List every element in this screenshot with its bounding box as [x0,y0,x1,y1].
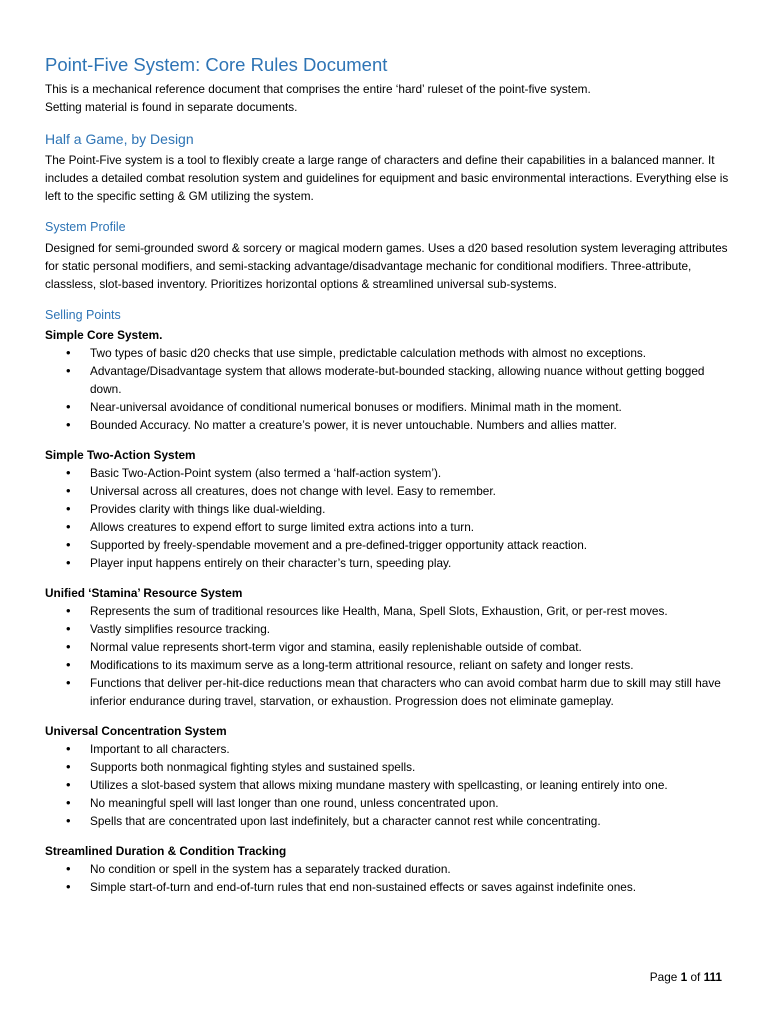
list-item: • Supported by freely-spendable movement and a pre-defined-trigger opportunity attack reaction. [45,536,730,554]
group-title: Unified ‘Stamina’ Resource System [45,585,243,600]
list-item: • Player input happens entirely on their character’s turn, speeding play. [45,554,730,572]
intro-line: This is a mechanical reference document that comprises the entire ‘hard’ ruleset of the point-five system. [45,82,591,97]
bullet-list [45,464,730,572]
bullet-list [45,344,730,434]
system-profile-body: Designed for semi-grounded sword & sorcery or magical modern games. Uses a d20 based resolution system leveraging attributes for static personal modifiers, and semi-stacking advantage/disadvantage mechanic for conditional modifiers. Three-attribute, classless, slot-based inventory. Prioritizes horizontal options & streamlined universal sub-systems. [45,240,728,291]
list-item: • Basic Two-Action-Point system (also termed a ‘half-action system’). [45,464,730,482]
list-item: • Provides clarity with things like dual-wielding. [45,500,730,518]
section-heading-selling-points: Selling Points [45,307,121,322]
list-item: • No condition or spell in the system has a separately tracked duration. [45,860,730,878]
section-heading-system-profile: System Profile [45,220,126,235]
list-item: • Important to all characters. [45,740,730,758]
list-item: • Spells that are concentrated upon last indefinitely, but a character cannot rest while concentrating. [45,812,730,830]
list-item: • Bounded Accuracy. No matter a creature’s power, it is never untouchable. Numbers and allies matter. [45,416,730,434]
list-item: • Supports both nonmagical fighting styles and sustained spells. [45,758,730,776]
group-title: Universal Concentration System [45,723,227,738]
intro-line: Setting material is found in separate documents. [45,100,298,115]
document-page [45,54,730,896]
bullet-list [45,860,730,896]
list-item: • Functions that deliver per-hit-dice reductions mean that characters who can avoid combat harm due to skill may still have inferior endurance during travel, starvation, or exhaustion. Progression does not eliminate gameplay. [45,674,730,710]
bullet-list [45,602,730,710]
group-title: Streamlined Duration & Condition Tracking [45,843,287,858]
half-a-game-body: The Point-Five system is a tool to flexibly create a large range of characters and define their capabilities in a balanced manner. It includes a detailed combat resolution system and guidelines for equipment and basic environmental interactions. Everything else is left to the specific setting & GM utilizing the system. [45,153,729,204]
list-item: • Allows creatures to expend effort to surge limited extra actions into a turn. [45,518,730,536]
list-item: • Normal value represents short-term vigor and stamina, easily replenishable outside of combat. [45,638,730,656]
page-of: of [690,970,701,984]
page-title: Point-Five System: Core Rules Document [45,54,388,75]
list-item: • Simple start-of-turn and end-of-turn rules that end non-sustained effects or saves against indefinite ones. [45,878,730,896]
bullet-list [45,740,730,830]
group-title: Simple Core System. [45,327,163,342]
current-page: 1 [680,970,688,984]
list-item: • Near-universal avoidance of conditional numerical bonuses or modifiers. Minimal math in the moment. [45,398,730,416]
list-item: • Modifications to its maximum serve as a long-term attritional resource, reliant on safety and longer rests. [45,656,730,674]
list-item: • No meaningful spell will last longer than one round, unless concentrated upon. [45,794,730,812]
list-item: • Advantage/Disadvantage system that allows moderate-but-bounded stacking, allowing nuance without getting bogged down. [45,362,730,398]
page-prefix: Page [649,970,678,984]
list-item: • Represents the sum of traditional resources like Health, Mana, Spell Slots, Exhaustion, Grit, or per-rest moves. [45,602,730,620]
list-item: • Two types of basic d20 checks that use simple, predictable calculation methods with almost no exceptions. [45,344,730,362]
section-heading-half-a-game: Half a Game, by Design [45,131,194,148]
group-title: Simple Two-Action System [45,447,196,462]
list-item: • Vastly simplifies resource tracking. [45,620,730,638]
total-pages: 111 [703,970,722,984]
list-item: • Utilizes a slot-based system that allows mixing mundane mastery with spellcasting, or leaning entirely into one. [45,776,730,794]
page-number [650,970,722,984]
list-item: • Universal across all creatures, does not change with level. Easy to remember. [45,482,730,500]
